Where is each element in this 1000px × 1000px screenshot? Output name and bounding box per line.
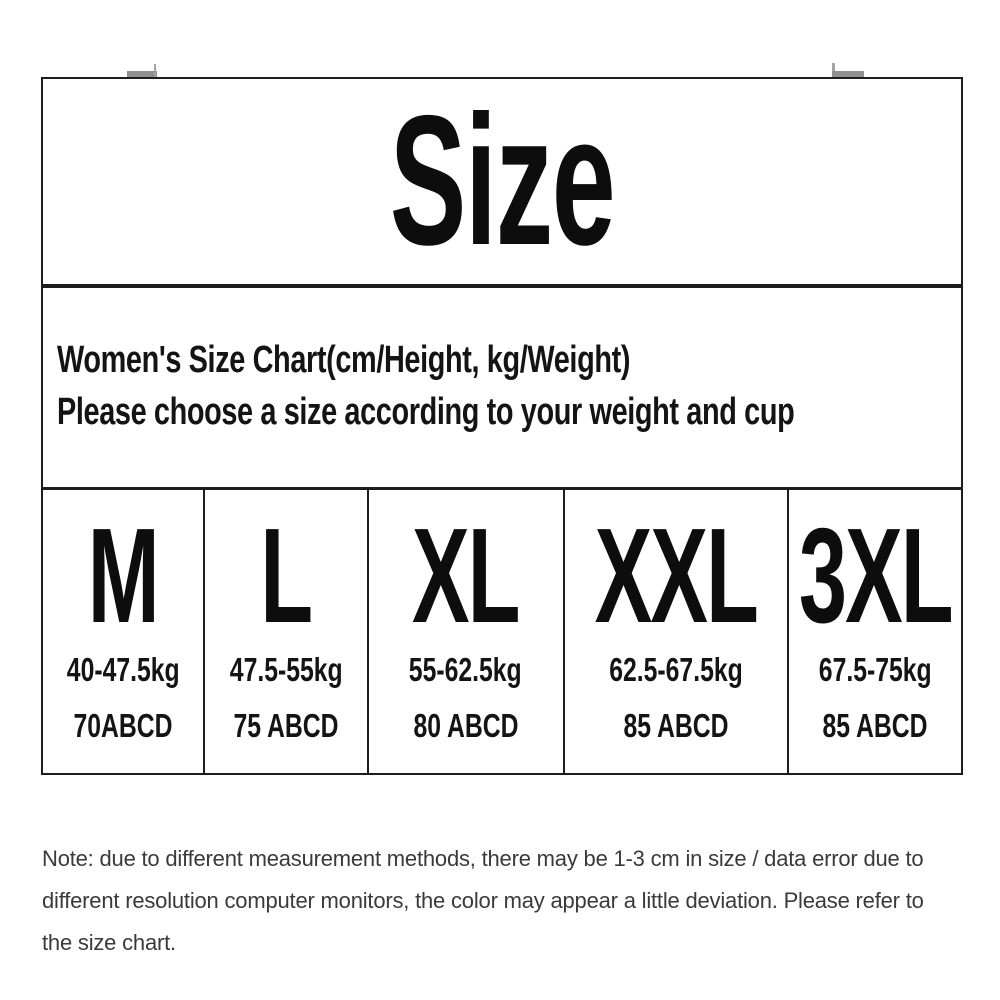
size-chart-frame (41, 77, 963, 775)
weight-range: 67.5-75kg (818, 651, 932, 688)
intro-line-1: Women's Size Chart(cm/Height, kg/Weight) (57, 338, 631, 381)
weight-range: 47.5-55kg (229, 651, 343, 688)
size-title: Size (389, 78, 615, 284)
size-table (41, 488, 963, 775)
size-column-l (205, 490, 368, 773)
weight-range-row (369, 650, 563, 690)
cup-sizes: 85 ABCD (822, 707, 928, 744)
cup-sizes-row (789, 706, 961, 746)
cup-sizes: 85 ABCD (623, 707, 729, 744)
size-label-row (789, 500, 961, 650)
weight-range-row (789, 650, 961, 690)
weight-range-row (565, 650, 787, 690)
intro-box (41, 286, 963, 489)
note-text (42, 838, 977, 964)
weight-range: 62.5-67.5kg (608, 651, 743, 688)
size-label-row (43, 500, 203, 650)
size-label-row (565, 500, 787, 650)
weight-range: 40-47.5kg (66, 651, 180, 688)
size-column-xl (369, 490, 565, 773)
cup-sizes-row (565, 706, 787, 746)
note-line-2: different resolution computer monitors, the color may appear a little deviation. Please refer to (42, 888, 924, 913)
size-label: M (88, 499, 159, 651)
scan-artifact-tick-left (154, 64, 156, 77)
cup-sizes: 80 ABCD (413, 707, 519, 744)
weight-range: 55-62.5kg (409, 651, 523, 688)
cup-sizes-row (43, 706, 203, 746)
size-column-xxl (565, 490, 789, 773)
note-line-1: Note: due to different measurement methods, there may be 1-3 cm in size / data error due to (42, 846, 924, 871)
cup-sizes: 70ABCD (73, 707, 173, 744)
intro-line-1-row (57, 334, 961, 386)
size-label-row (369, 500, 563, 650)
size-label: XL (412, 499, 519, 651)
cup-sizes: 75 ABCD (233, 707, 339, 744)
intro-line-2: Please choose a size according to your weight and cup (57, 390, 795, 433)
size-label: L (260, 499, 312, 651)
intro-line-2-row (57, 386, 961, 438)
size-label: XXL (594, 499, 757, 651)
cup-sizes-row (205, 706, 366, 746)
size-column-m (43, 490, 205, 773)
scan-artifact-dash-left (127, 71, 157, 77)
weight-range-row (43, 650, 203, 690)
size-label-row (205, 500, 366, 650)
cup-sizes-row (369, 706, 563, 746)
size-label: 3XL (798, 499, 952, 651)
scan-artifact-dash-right (832, 71, 864, 77)
note-line-3: the size chart. (42, 930, 176, 955)
size-title-box (41, 77, 963, 286)
size-column-3xl (789, 490, 961, 773)
weight-range-row (205, 650, 366, 690)
